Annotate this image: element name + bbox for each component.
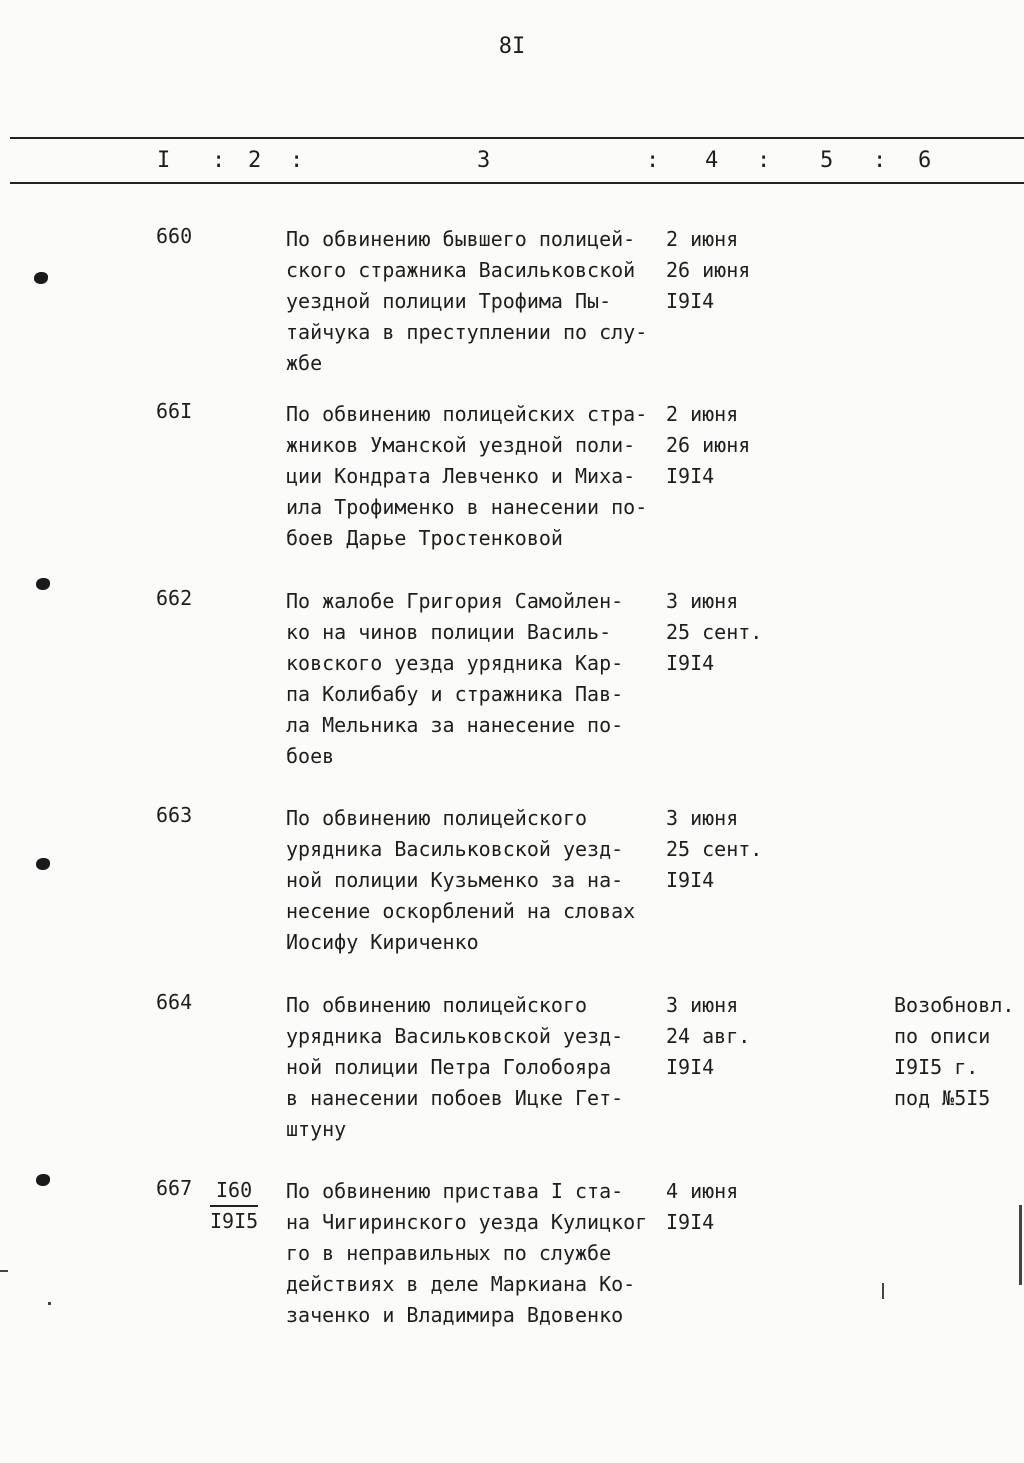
date-start: 3 июня <box>666 806 739 830</box>
description-line: ной полиции Петра Голобояра <box>286 1055 612 1079</box>
entry-reference <box>210 1176 258 1236</box>
header-separator: : <box>212 148 226 173</box>
description-line: ции Кондрата Левченко и Миха- <box>286 464 636 488</box>
description-line: жбе <box>286 351 323 375</box>
date-end: 25 сент. <box>666 837 763 861</box>
description-line: ского стражника Васильковской <box>286 258 636 282</box>
entry-dates <box>666 990 750 1083</box>
description-line: урядника Васильковской уезд- <box>286 1024 624 1048</box>
entry-dates <box>666 803 762 896</box>
description-line: заченко и Владимира Вдовенко <box>286 1303 624 1327</box>
date-end: 26 июня <box>666 258 751 282</box>
entry-number: 667 <box>156 1176 193 1200</box>
punch-hole-mark <box>36 578 50 590</box>
entry-number: 660 <box>156 224 193 248</box>
entry-number: 66I <box>156 399 193 423</box>
entry-number: 662 <box>156 586 193 610</box>
header-col-6: 6 <box>918 148 932 173</box>
punch-hole-mark <box>34 272 48 284</box>
date-start: 2 июня <box>666 227 739 251</box>
date-start: 3 июня <box>666 589 739 613</box>
header-separator: : <box>873 148 887 173</box>
margin-mark <box>1019 1205 1022 1285</box>
entry-description <box>286 399 666 554</box>
reference-number: I60 <box>210 1176 258 1207</box>
header-separator: : <box>757 148 771 173</box>
date-start: 3 июня <box>666 993 739 1017</box>
page-number: 8I <box>498 34 526 59</box>
margin-mark <box>48 1302 51 1305</box>
date-year: I9I4 <box>666 1210 715 1234</box>
entry-dates <box>666 586 762 679</box>
description-line: По жалобе Григория Самойлен- <box>286 589 624 613</box>
description-line: па Колибабу и стражника Пав- <box>286 682 624 706</box>
header-separator: : <box>646 148 660 173</box>
margin-mark <box>0 1270 8 1272</box>
description-line: ко на чинов полиции Василь- <box>286 620 612 644</box>
description-line: на Чигиринского уезда Кулицког <box>286 1210 648 1234</box>
date-year: I9I4 <box>666 651 715 675</box>
description-line: в нанесении побоев Ицке Гет- <box>286 1086 624 1110</box>
header-bottom-rule <box>10 182 1024 184</box>
entry-note <box>894 990 1014 1114</box>
note-line: I9I5 г. <box>894 1055 979 1079</box>
description-line: По обвинению бывшего полицей- <box>286 227 636 251</box>
entry-number: 663 <box>156 803 193 827</box>
header-col-4: 4 <box>705 148 719 173</box>
punch-hole-mark <box>36 1174 50 1186</box>
description-line: уездной полиции Трофима Пы- <box>286 289 612 313</box>
punch-hole-mark <box>36 858 50 870</box>
header-top-rule <box>10 137 1024 139</box>
description-line: боев <box>286 744 335 768</box>
entry-description <box>286 803 666 958</box>
note-line: под №5I5 <box>894 1086 991 1110</box>
date-start: 4 июня <box>666 1179 739 1203</box>
date-year: I9I4 <box>666 868 715 892</box>
entry-description <box>286 990 666 1145</box>
date-year: I9I4 <box>666 289 715 313</box>
header-col-2: 2 <box>248 148 262 173</box>
entry-dates <box>666 1176 738 1238</box>
header-separator: : <box>290 148 304 173</box>
header-col-5: 5 <box>820 148 834 173</box>
date-end: 26 июня <box>666 433 751 457</box>
note-line: Возобновл. <box>894 993 1015 1017</box>
entry-description <box>286 1176 666 1331</box>
description-line: урядника Васильковской уезд- <box>286 837 624 861</box>
description-line: По обвинению полицейского <box>286 806 588 830</box>
entry-dates <box>666 399 750 492</box>
margin-mark <box>882 1283 884 1299</box>
description-line: Иосифу Кириченко <box>286 930 479 954</box>
description-line: жников Уманской уездной поли- <box>286 433 636 457</box>
description-line: тайчука в преступлении по слу- <box>286 320 648 344</box>
date-end: 24 авг. <box>666 1024 751 1048</box>
date-year: I9I4 <box>666 1055 715 1079</box>
entry-description <box>286 586 666 772</box>
description-line: боев Дарье Тростенковой <box>286 526 563 550</box>
description-line: ла Мельника за нанесение по- <box>286 713 624 737</box>
header-col-3: 3 <box>477 148 491 173</box>
date-year: I9I4 <box>666 464 715 488</box>
date-end: 25 сент. <box>666 620 763 644</box>
description-line: По обвинению полицейских стра- <box>286 402 648 426</box>
description-line: штуну <box>286 1117 347 1141</box>
description-line: ной полиции Кузьменко за на- <box>286 868 624 892</box>
description-line: По обвинению пристава I ста- <box>286 1179 624 1203</box>
entry-number: 664 <box>156 990 193 1014</box>
header-col-1: I <box>157 148 171 173</box>
description-line: По обвинению полицейского <box>286 993 588 1017</box>
reference-year: I9I5 <box>210 1209 259 1233</box>
description-line: несение оскорблений на словах <box>286 899 636 923</box>
note-line: по описи <box>894 1024 991 1048</box>
entry-description <box>286 224 666 379</box>
entry-dates <box>666 224 750 317</box>
description-line: действиях в деле Маркиана Ко- <box>286 1272 636 1296</box>
description-line: ила Трофименко в нанесении по- <box>286 495 648 519</box>
description-line: го в неправильных по службе <box>286 1241 612 1265</box>
date-start: 2 июня <box>666 402 739 426</box>
description-line: ковского уезда урядника Кар- <box>286 651 624 675</box>
